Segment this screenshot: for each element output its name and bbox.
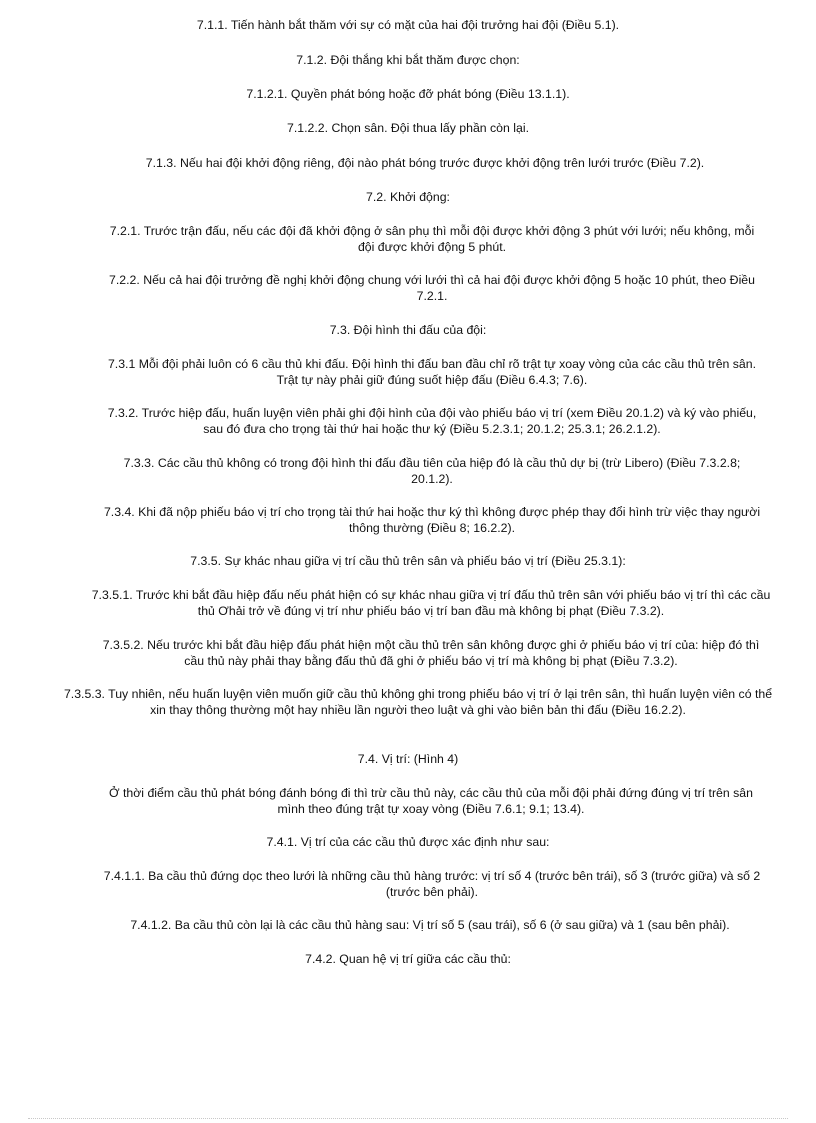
paragraph-7-1-2: 7.1.2. Đội thắng khi bắt thăm được chọn: <box>296 53 520 67</box>
paragraph-7-3-2: 7.3.2. Trước hiệp đấu, huấn luyện viên phải ghi đội hình của đội vào phiếu báo vị trí (xem Điều 20.1.2) và ký vào phiếu, sau đó đưa cho trọng tài thứ hai hoặc thư ký (Điều 5.2.3.1; 20.1.2; 25.3.1; 26.2.1.2). <box>107 406 757 436</box>
paragraph-7-3-1: 7.3.1 Mỗi đội phải luôn có 6 cầu thủ khi đấu. Đội hình thi đấu ban đầu chỉ rõ trật tự xoay vòng của các cầu thủ trên sân. Trật tự này phải giữ đúng suốt hiệp đấu (Điều 6.4.3; 7.6). <box>107 357 757 387</box>
paragraph-7-4-intro: Ở thời điểm cầu thủ phát bóng đánh bóng đi thì trừ cầu thủ này, các cầu thủ của mỗi đội phải đứng đúng vị trí trên sân mình theo đúng trật tự xoay vòng (Điều 7.6.1; 9.1; 13.4). <box>109 786 753 816</box>
paragraph-7-3-5: 7.3.5. Sự khác nhau giữa vị trí cầu thủ trên sân và phiếu báo vị trí (Điều 25.3.1): <box>190 554 626 568</box>
paragraph-7-3-5-2: 7.3.5.2. Nếu trước khi bắt đầu hiệp đấu phát hiện một cầu thủ trên sân không được ghi ở phiếu báo vị trí của: hiệp đó thì cầu thủ này phải thay bằng đấu thủ đã ghi ở phiếu báo vị trí mà không bị phạt (Điều 7.3.2). <box>102 638 760 668</box>
paragraph-7-2-1: 7.2.1. Trước trận đấu, nếu các đội đã khởi động ở sân phụ thì mỗi đội được khởi động 3 phút với lưới; nếu không, mỗi đội được khởi động 5 phút. <box>109 224 755 254</box>
paragraph-7-3-3: 7.3.3. Các cầu thủ không có trong đội hình thi đấu đầu tiên của hiệp đó là cầu thủ dự bị (trừ Libero) (Điều 7.3.2.8; 20.1.2). <box>123 456 741 486</box>
paragraph-7-3-5-1: 7.3.5.1. Trước khi bắt đầu hiệp đấu nếu phát hiện có sự khác nhau giữa vị trí đấu thủ trên sân với phiếu báo vị trí thì các cầu thủ Ơhải trở về đúng vị trí như phiếu báo vị trí ban đầu mà không bị phạt (Điều 7.3.2). <box>91 588 771 618</box>
paragraph-7-1-2-2: 7.1.2.2. Chọn sân. Đội thua lấy phần còn lại. <box>287 121 529 135</box>
paragraph-7-2: 7.2. Khởi động: <box>366 190 450 204</box>
paragraph-7-3: 7.3. Đội hình thi đấu của đội: <box>329 323 487 337</box>
paragraph-7-4: 7.4. Vị trí: (Hình 4) <box>357 752 459 766</box>
page-bottom-divider <box>28 1118 788 1119</box>
paragraph-7-4-2: 7.4.2. Quan hệ vị trí giữa các cầu thủ: <box>305 952 511 966</box>
paragraph-7-3-4: 7.3.4. Khi đã nộp phiếu báo vị trí cho trọng tài thứ hai hoặc thư ký thì không được phép thay đổi hình trừ việc thay người thông thường (Điều 8; 16.2.2). <box>103 505 761 535</box>
paragraph-7-1-2-1: 7.1.2.1. Quyền phát bóng hoặc đỡ phát bóng (Điều 13.1.1). <box>246 87 570 101</box>
paragraph-7-4-1: 7.4.1. Vị trí của các cầu thủ được xác định như sau: <box>266 835 550 849</box>
paragraph-7-3-5-3: 7.3.5.3. Tuy nhiên, nếu huấn luyện viên muốn giữ cầu thủ không ghi trong phiếu báo vị trí ở lại trên sân, thì huấn luyện viên có thể xin thay thông thường một hay nhiều lần người theo luật và ghi vào biên bản thi đấu (Điều 16.2.2). <box>63 687 773 717</box>
paragraph-7-4-1-1: 7.4.1.1. Ba cầu thủ đứng dọc theo lưới là những cầu thủ hàng trước: vị trí số 4 (trước bên trái), số 3 (trước giữa) và số 2 (trước bên phải). <box>103 869 761 899</box>
paragraph-7-4-1-2: 7.4.1.2. Ba cầu thủ còn lại là các cầu thủ hàng sau: Vị trí số 5 (sau trái), số 6 (ở sau giữa) và 1 (sau bên phải). <box>130 918 730 932</box>
paragraph-7-2-2: 7.2.2. Nếu cả hai đội trưởng đề nghị khởi động chung với lưới thì cả hai đội được khởi động 5 hoặc 10 phút, theo Điều 7.2.1. <box>109 273 755 303</box>
paragraph-7-1-3: 7.1.3. Nếu hai đội khởi động riêng, đội nào phát bóng trước được khởi động trên lưới trước (Điều 7.2). <box>145 156 705 170</box>
paragraph-7-1-1: 7.1.1. Tiến hành bắt thăm với sự có mặt của hai đội trưởng hai đội (Điều 5.1). <box>196 18 620 32</box>
